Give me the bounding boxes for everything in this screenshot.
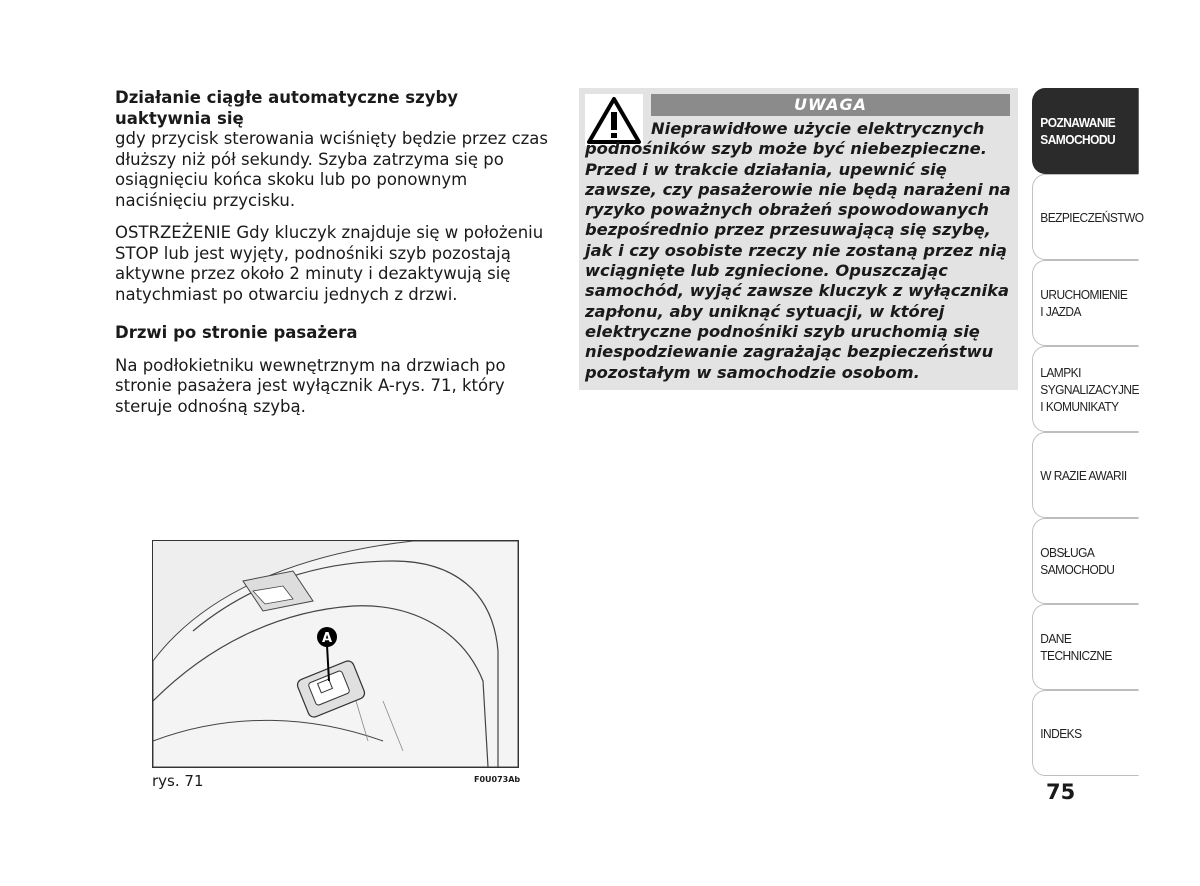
tab-obsluga-samochodu[interactable]: [1032, 518, 1139, 604]
tab-label: DANE TECHNICZNE: [1040, 631, 1112, 663]
tab-label: INDEKS: [1040, 725, 1082, 741]
figure-door-switch: [152, 540, 519, 768]
paragraph-warning-key: OSTRZEŻENIE Gdy kluczyk znajduje się w położeniu STOP lub jest wyjęty, podnośniki szyb pozostają aktywne przez około 2 minuty i dezaktywują się natychmiast po otwarciu jednych z drzwi.: [115, 223, 544, 304]
paragraph-passenger-door: Na podłokietniku wewnętrznym na drzwiach po stronie pasażera jest wyłącznik A-rys. 71, który steruje odnośną szybą.: [115, 355, 506, 416]
tab-bezpieczenstwo[interactable]: [1032, 174, 1144, 260]
warning-title: UWAGA: [651, 94, 1010, 116]
tab-label: BEZPIECZEŃSTWO: [1040, 209, 1144, 225]
main-text-column: [115, 88, 555, 429]
door-armrest-illustration: [153, 541, 518, 767]
tab-label: URUCHOMIENIE I JAZDA: [1040, 287, 1128, 319]
tab-label: POZNAWANIE SAMOCHODU: [1040, 115, 1116, 147]
tab-indeks[interactable]: [1032, 690, 1139, 776]
paragraph-auto-mode-rest: gdy przycisk sterowania wciśnięty będzie przez czas dłuższy niż pół sekundy. Szyba zatrzyma się po osiągnięciu końca skoku lub po ponownym naciśnięciu przycisku.: [115, 129, 549, 210]
tab-poznawanie-samochodu[interactable]: [1032, 88, 1139, 174]
paragraph-auto-mode: [115, 88, 555, 211]
callout-a-label: A: [321, 631, 333, 646]
warning-text: Nieprawidłowe użycie elektrycznych podnośników szyb może być niebezpieczne. Przed i w trakcie działania, upewnić się zawsze, czy pasażerowie nie będą narażeni na ryzyko poważnych obrażeń spowodowanych bezpośrednio przez przesuwającą się szybę, jak i czy osobiste rzeczy nie zostaną przez nią wciągnięte lub zgniecione. Opuszczając samochód, wyjąć zawsze kluczyk z wyłącznika zapłonu, aby uniknąć sytuacji, w której elektryczne podnośniki szyb uruchomią się niespodziewanie zagrażając bezpieczeństwu pozostałym w samochodzie osobom.: [585, 119, 1011, 382]
section-heading: Drzwi po stronie pasażera: [115, 323, 358, 342]
chapter-nav: [1032, 88, 1148, 776]
page-number: 75: [1046, 780, 1076, 804]
warning-box: [579, 88, 1018, 390]
tab-label: W RAZIE AWARII: [1040, 467, 1127, 483]
tab-uruchomienie-i-jazda[interactable]: [1032, 260, 1139, 346]
tab-label: LAMPKI SYGNALIZACYJNE I KOMUNIKATY: [1040, 364, 1139, 414]
tab-w-razie-awarii[interactable]: [1032, 432, 1139, 518]
tab-label: OBSŁUGA SAMOCHODU: [1040, 545, 1115, 577]
paragraph-auto-mode-bold: Działanie ciągłe automatyczne szyby uaktywnia się: [115, 88, 459, 128]
tab-dane-techniczne[interactable]: [1032, 604, 1139, 690]
figure-caption: rys. 71: [152, 772, 204, 790]
tab-lampki-sygnalizacyjne[interactable]: [1032, 346, 1139, 432]
figure-code: F0U073Ab: [474, 775, 521, 784]
